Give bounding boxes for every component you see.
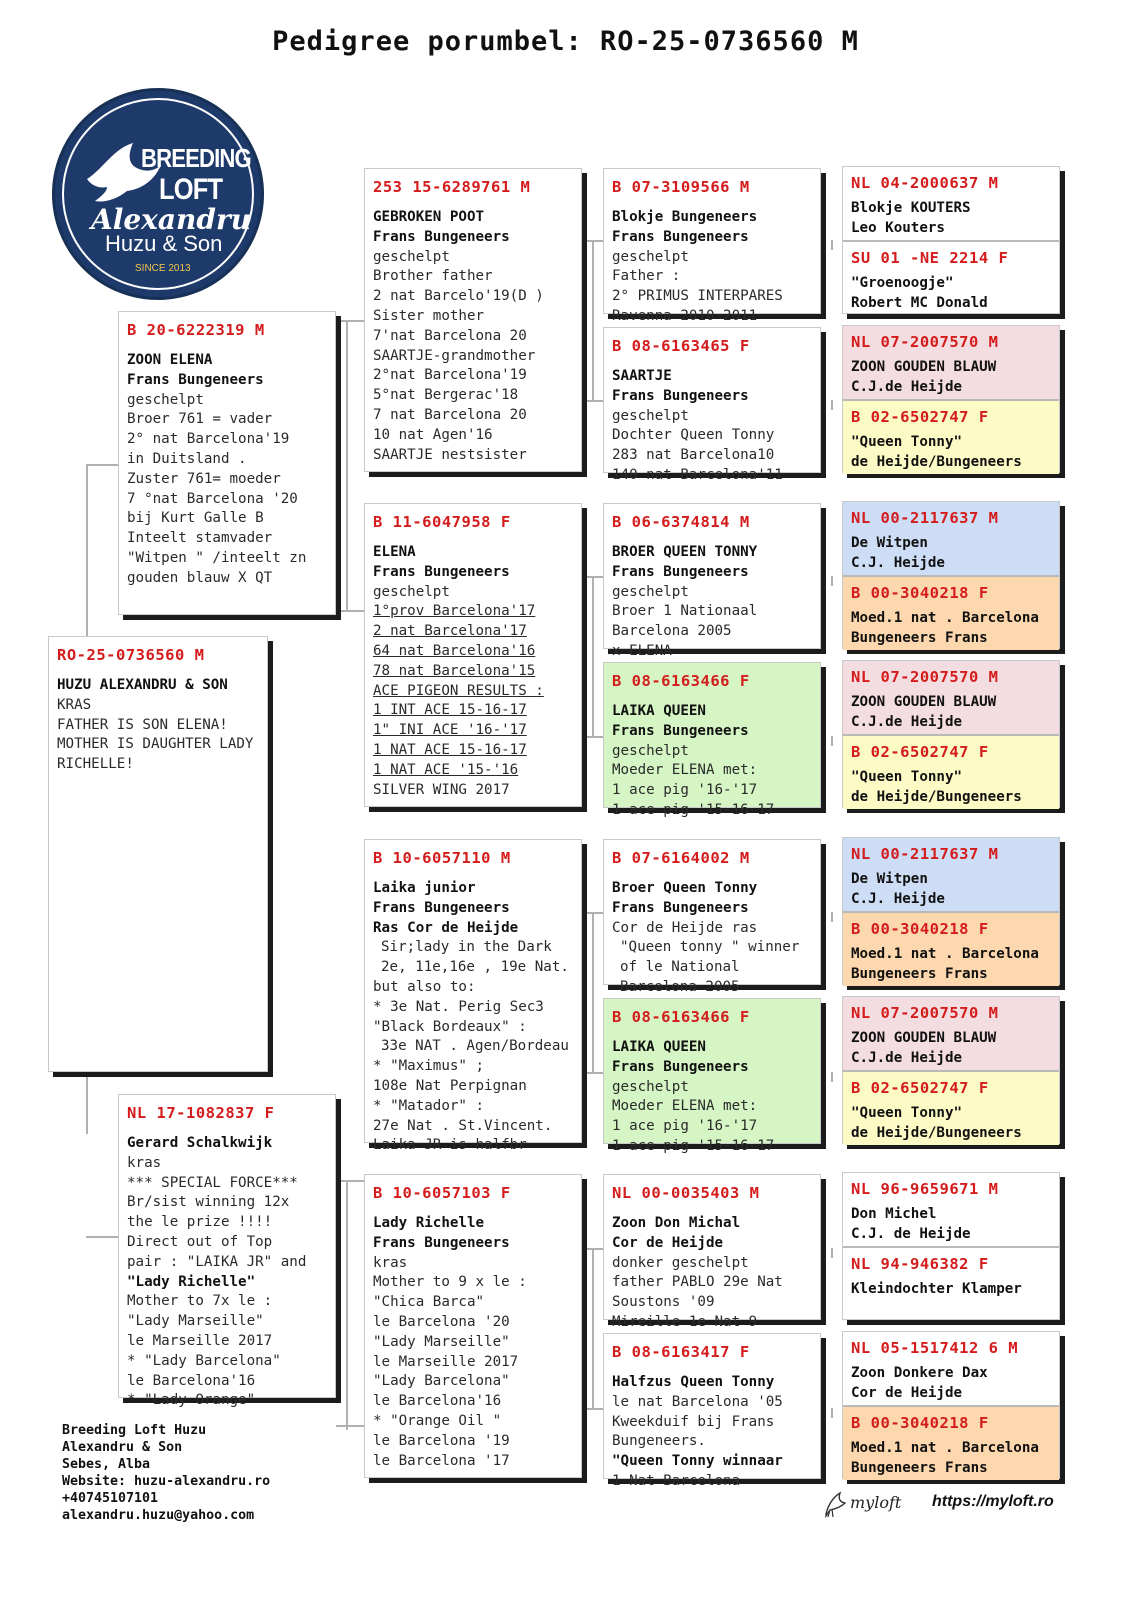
pigeon-info-line: Frans Bungeneers xyxy=(612,899,749,916)
pigeon-info-line: Zoon Donkere Dax xyxy=(851,1365,988,1381)
breeding-loft-logo xyxy=(52,88,264,300)
pigeon-card-main[interactable] xyxy=(48,636,268,1072)
pigeon-info-line: "Queen tonny " winner xyxy=(620,939,800,956)
pedigree-connector xyxy=(582,576,603,578)
pigeon-info-line: geschelpt xyxy=(612,583,689,600)
ring-number: B 20-6222319 M xyxy=(127,321,265,339)
pigeon-info-line: ZOON ELENA xyxy=(127,352,213,368)
pigeon-card-sire-sire[interactable] xyxy=(364,168,582,472)
pigeon-card-dam-section[interactable] xyxy=(843,575,1059,650)
pigeon-info-line: C.J. Heijde xyxy=(851,890,945,907)
ring-number: B 10-6057110 M xyxy=(373,849,511,867)
pigeon-info-line: le Marseille 2017 xyxy=(127,1332,273,1349)
pigeon-info-line: Kweekduif bij Frans xyxy=(612,1413,775,1430)
pigeon-info-line: geschelpt xyxy=(612,742,689,759)
ring-number: NL 07-2007570 M xyxy=(851,333,999,351)
myloft-brand[interactable] xyxy=(822,1490,1062,1520)
pigeon-info-line: Frans Bungeneers xyxy=(612,722,749,739)
contact-footer xyxy=(62,1422,270,1524)
pigeon-info-line: Leo Kouters xyxy=(851,219,945,236)
pigeon-info-line: Moed.1 nat . Barcelona xyxy=(851,610,1039,626)
pigeon-card-dam-section[interactable] xyxy=(843,911,1059,986)
pedigree-connector xyxy=(582,240,603,242)
pigeon-card-dam-section[interactable] xyxy=(843,240,1059,315)
footer-line: Alexandru & Son xyxy=(62,1440,183,1455)
pedigree-connector xyxy=(831,1408,833,1418)
ring-number: NL 17-1082837 F xyxy=(127,1104,275,1122)
pigeon-info-line: C.J.de Heijde xyxy=(851,713,963,730)
ring-number: 253 15-6289761 M xyxy=(373,178,531,196)
ring-number: B 08-6163466 F xyxy=(612,1008,750,1026)
pigeon-card-dam-section[interactable] xyxy=(843,734,1059,809)
pigeon-info-line: le nat Barcelona '05 xyxy=(612,1393,783,1410)
pigeon-card-sire-section[interactable] xyxy=(843,1173,1059,1246)
pigeon-info-line: 2° nat Barcelona'19 xyxy=(127,431,290,448)
pedigree-connector xyxy=(582,1408,603,1410)
pedigree-connector xyxy=(336,320,364,322)
pigeon-info-line: 2 nat Barcelona'17 xyxy=(373,623,527,640)
pigeon-info-line: Barcelona 2005 xyxy=(620,978,740,995)
ring-number: B 02-6502747 F xyxy=(851,743,989,761)
pigeon-info-line: LAIKA QUEEN xyxy=(612,703,706,719)
pigeon-info-line: 283 nat Barcelona10 xyxy=(612,447,775,464)
pedigree-connector xyxy=(582,912,603,914)
ring-number: NL 05-1517412 6 M xyxy=(851,1339,1019,1357)
pedigree-connector xyxy=(831,576,833,586)
pigeon-info-line: SILVER WING 2017 xyxy=(373,781,510,798)
pigeon-info-line: 1 ace pig '16-'17 xyxy=(612,1118,758,1135)
pigeon-info-line: 108e Nat Perpignan xyxy=(373,1077,527,1094)
pigeon-info-line: Broer 1 Nationaal xyxy=(612,603,758,620)
ring-number: B 08-6163465 F xyxy=(612,337,750,355)
pigeon-info-line: 7 °nat Barcelona '20 xyxy=(127,490,298,507)
pigeon-info-line: 7 nat Barcelona 20 xyxy=(373,406,527,423)
footer-line: Breeding Loft Huzu xyxy=(62,1423,207,1438)
pigeon-info-line: 1" INI ACE '16-'17 xyxy=(373,722,527,739)
pigeon-info-line: Blokje KOUTERS xyxy=(851,200,971,216)
logo-text-since: SINCE 2013 xyxy=(135,263,191,274)
pigeon-info-line: Brother father xyxy=(373,268,493,285)
pigeon-info-line: geschelpt xyxy=(612,407,689,424)
pigeon-card-sire-section[interactable] xyxy=(843,838,1059,911)
pedigree-connector xyxy=(346,320,348,610)
pigeon-info-line: Zuster 761= moeder xyxy=(127,470,281,487)
pigeon-info-line: Frans Bungeneers xyxy=(612,387,749,404)
pigeon-info-line: 2 nat Barcelo'19(D ) xyxy=(373,288,544,305)
pigeon-info-line: "Chica Barca" xyxy=(373,1294,485,1311)
pigeon-card-dam-section[interactable] xyxy=(843,1405,1059,1480)
pigeon-info-line: 1 NAT ACE 15-16-17 xyxy=(373,741,527,758)
pedigree-connector xyxy=(336,610,364,612)
pigeon-info-line: Bungeneers. xyxy=(612,1433,706,1450)
pigeon-info-line: Bungeneers Frans xyxy=(851,965,988,982)
pigeon-info-line: Kleindochter Klamper xyxy=(851,1281,1022,1297)
pigeon-info-line: "Queen Tonny" xyxy=(851,769,963,785)
ring-number: B 08-6163466 F xyxy=(612,672,750,690)
pigeon-info-line: of le National xyxy=(620,959,740,976)
pedigree-connector xyxy=(346,1180,348,1430)
pigeon-info-line: de Heijde/Bungeneers xyxy=(851,453,1022,470)
pigeon-info-line: kras xyxy=(373,1254,408,1271)
pigeon-info-line: "Lady Richelle" xyxy=(127,1273,256,1290)
pigeon-info-line: Sister mother xyxy=(373,307,485,324)
logo-text-loft: LOFT xyxy=(159,173,223,206)
pigeon-info-line: 1 NAT ACE '15-'16 xyxy=(373,761,519,778)
ring-number: NL 00-2117637 M xyxy=(851,845,999,863)
pedigree-connector xyxy=(582,736,603,738)
pigeon-info-line: Mother to 7x le : xyxy=(127,1293,273,1310)
pigeon-info-line: ZOON GOUDEN BLAUW xyxy=(851,1030,997,1046)
pigeon-info-line: Frans Bungeneers xyxy=(612,563,749,580)
pigeon-info-line: geschelpt xyxy=(127,391,204,408)
pigeon-info-line: * "Lady Barcelona" xyxy=(127,1352,281,1369)
logo-text-alexandru: Alexandru xyxy=(91,203,252,236)
pigeon-info-line: Cor de Heijde xyxy=(612,1234,724,1251)
pigeon-info-line: * "Maximus" ; xyxy=(373,1058,485,1075)
pigeon-info-line: Broer 761 = vader xyxy=(127,411,273,428)
pigeon-info-line: De Witpen xyxy=(851,535,928,551)
pigeon-info-line: Cor de Heijde xyxy=(851,1384,963,1401)
ring-number: B 02-6502747 F xyxy=(851,1079,989,1097)
pedigree-connector xyxy=(592,576,594,736)
pigeon-info-line: 7'nat Barcelona 20 xyxy=(373,327,527,344)
ring-number: B 02-6502747 F xyxy=(851,408,989,426)
pedigree-connector xyxy=(336,1425,364,1427)
pigeon-info-line: * "Lady Orange" xyxy=(127,1392,256,1409)
pigeon-info-line: 27e Nat . St.Vincent. xyxy=(373,1117,553,1134)
pigeon-info-line: Moeder ELENA met: xyxy=(612,762,758,779)
pigeon-info-line: Blokje Bungeneers xyxy=(612,209,758,225)
page-title: Pedigree porumbel: RO-25-0736560 M xyxy=(272,26,859,57)
pigeon-info-line: C.J. de Heijde xyxy=(851,1225,971,1242)
pigeon-info-line: geschelpt xyxy=(373,583,450,600)
pedigree-connector xyxy=(86,464,118,466)
pigeon-info-line: le Barcelona'16 xyxy=(373,1393,502,1410)
pigeon-card-gen5-6[interactable] xyxy=(842,996,1060,1144)
pigeon-info-line: in Duitsland . xyxy=(127,450,247,467)
ring-number: B 10-6057103 F xyxy=(373,1184,511,1202)
pigeon-info-line: GEBROKEN POOT xyxy=(373,209,485,225)
pigeon-info-line: * 3e Nat. Perig Sec3 xyxy=(373,998,544,1015)
pigeon-info-line: "Lady Barcelona" xyxy=(373,1373,510,1390)
pigeon-info-line: Dochter Queen Tonny xyxy=(612,427,775,444)
pigeon-card-dam-sire[interactable] xyxy=(364,839,582,1154)
pigeon-info-line: 33e NAT . Agen/Bordeau xyxy=(381,1038,569,1055)
pigeon-info-line: geschelpt xyxy=(373,248,450,265)
pedigree-connector xyxy=(86,1236,118,1238)
pigeon-card-gen4-5[interactable] xyxy=(603,839,821,995)
pigeon-info-line: SAARTJE xyxy=(612,368,672,384)
pigeon-info-line: Frans Bungeneers xyxy=(373,899,510,916)
pigeon-card-gen5-3[interactable] xyxy=(842,501,1060,649)
pedigree-connector xyxy=(582,1072,603,1074)
ring-number: NL 00-0035403 M xyxy=(612,1184,760,1202)
pigeon-card-gen4-3[interactable] xyxy=(603,503,821,659)
ring-number: B 07-3109566 M xyxy=(612,178,750,196)
pigeon-info-line: Frans Bungeneers xyxy=(612,1058,749,1075)
footer-email[interactable]: alexandru.huzu@yahoo.com xyxy=(62,1508,255,1523)
pigeon-info-line: Lady Richelle xyxy=(373,1215,485,1231)
pedigree-connector xyxy=(86,1104,88,1134)
logo-text-huzu-son: Huzu & Son xyxy=(105,231,223,256)
pigeon-info-line: le Barcelona '17 xyxy=(373,1452,510,1469)
pigeon-info-line: 1 ace pig '16-'17 xyxy=(612,782,758,799)
pigeon-card-sire-section[interactable] xyxy=(843,326,1059,399)
pigeon-card-gen5-5[interactable] xyxy=(842,837,1060,985)
pigeon-info-line: pair : "LAIKA JR" and xyxy=(127,1253,307,1270)
pigeon-info-line: SAARTJE-grandmother xyxy=(373,347,536,364)
pedigree-connector xyxy=(336,1180,364,1182)
pigeon-card-gen5-8[interactable] xyxy=(842,1331,1060,1479)
pigeon-card-sire-section[interactable] xyxy=(843,661,1059,734)
pigeon-card-gen5-7[interactable] xyxy=(842,1172,1060,1320)
pigeon-info-line: bij Kurt Galle B xyxy=(127,510,264,527)
pigeon-info-line: le Marseille 2017 xyxy=(373,1353,519,1370)
pigeon-info-line: x ELENA xyxy=(612,642,672,659)
pigeon-info-line: Sir;lady in the Dark xyxy=(381,939,552,956)
ring-number: NL 96-9659671 M xyxy=(851,1180,999,1198)
ring-number: NL 94-946382 F xyxy=(851,1255,989,1273)
pigeon-info-line: 1°prov Barcelona'17 xyxy=(373,603,536,620)
ring-number: NL 00-2117637 M xyxy=(851,509,999,527)
pigeon-card-dam[interactable] xyxy=(118,1094,336,1409)
pigeon-card-dam-dam[interactable] xyxy=(364,1174,582,1478)
pigeon-info-line: le Barcelona'16 xyxy=(127,1372,256,1389)
pigeon-card-gen5-4[interactable] xyxy=(842,660,1060,808)
pigeon-info-line: LAIKA QUEEN xyxy=(612,1039,706,1055)
pigeon-info-line: 1 ace pig '15-16-17 xyxy=(612,801,775,818)
pigeon-info-line: ZOON GOUDEN BLAUW xyxy=(851,359,997,375)
pigeon-info-line: Ravenna 2010-2011 xyxy=(612,307,758,324)
pigeon-info-line: Laika JR is halfbr xyxy=(373,1137,527,1154)
pigeon-card-sire-section[interactable] xyxy=(843,997,1059,1070)
pigeon-info-line: "Lady Marseille" xyxy=(127,1313,264,1330)
myloft-name: myloft xyxy=(850,1493,902,1512)
pigeon-info-line: 2° PRIMUS INTERPARES xyxy=(612,288,783,305)
ring-number: B 00-3040218 F xyxy=(851,1414,989,1432)
pigeon-info-line: Mother to 9 x le : xyxy=(373,1274,527,1291)
pigeon-info-line: Father : xyxy=(612,268,681,285)
pigeon-info-line: "Queen Tonny winnaar xyxy=(612,1453,783,1470)
ring-number: RO-25-0736560 M xyxy=(57,646,205,664)
pigeon-card-gen5-2[interactable] xyxy=(842,325,1060,473)
pigeon-info-line: de Heijde/Bungeneers xyxy=(851,1124,1022,1141)
pigeon-info-line: Bungeneers Frans xyxy=(851,1459,988,1476)
logo-text-breeding: BREEDING xyxy=(141,143,251,173)
pigeon-card-gen4-6[interactable] xyxy=(603,998,821,1154)
pigeon-info-line: C.J. Heijde xyxy=(851,554,945,571)
pigeon-card-gen4-7[interactable] xyxy=(603,1174,821,1330)
pigeon-info-line: Zoon Don Michal xyxy=(612,1215,741,1231)
pigeon-info-line: De Witpen xyxy=(851,871,928,887)
pigeon-info-line: geschelpt xyxy=(612,248,689,265)
pigeon-info-line: SAARTJE nestsister xyxy=(373,446,527,463)
pigeon-info-line: RICHELLE! xyxy=(57,756,134,773)
pigeon-card-sire-section[interactable] xyxy=(843,502,1059,575)
pigeon-info-line: 10 nat Agen'16 xyxy=(373,426,493,443)
pedigree-connector xyxy=(831,912,833,922)
pigeon-info-line: Moed.1 nat . Barcelona xyxy=(851,946,1039,962)
pigeon-info-line: BROER QUEEN TONNY xyxy=(612,544,758,560)
pigeon-info-line: Ras Cor de Heijde xyxy=(373,919,519,936)
ring-number: B 08-6163417 F xyxy=(612,1343,750,1361)
pigeon-info-line: Gerard Schalkwijk xyxy=(127,1135,273,1151)
pigeon-card-sire-section[interactable] xyxy=(843,167,1059,240)
pedigree-connector xyxy=(831,400,833,410)
pigeon-card-sire-section[interactable] xyxy=(843,1332,1059,1405)
pigeon-info-line: 1 Nat Barcelona xyxy=(612,1472,741,1489)
pedigree-connector xyxy=(831,1248,833,1258)
ring-number: B 11-6047958 F xyxy=(373,513,511,531)
pigeon-info-line: 140 nat Barcelona'11 xyxy=(612,466,783,483)
footer-website[interactable]: Website: huzu-alexandru.ro xyxy=(62,1474,271,1489)
pigeon-info-line: Barcelona 2005 xyxy=(612,623,732,640)
pigeon-info-line: "Witpen " /inteelt zn xyxy=(127,549,307,566)
pigeon-info-line: "Lady Marseille" xyxy=(373,1333,510,1350)
pigeon-card-sire[interactable] xyxy=(118,311,336,615)
pigeon-info-line: HUZU ALEXANDRU & SON xyxy=(57,677,228,693)
pedigree-connector xyxy=(831,1072,833,1082)
pigeon-info-line: kras xyxy=(127,1154,162,1171)
pigeon-info-line: Soustons '09 xyxy=(612,1294,715,1311)
pedigree-connector xyxy=(831,240,833,250)
pigeon-card-gen4-1[interactable] xyxy=(603,168,821,324)
pigeon-info-line: Mireille 1e Nat 9 xyxy=(612,1313,758,1330)
pigeon-info-line: Laika junior xyxy=(373,880,476,896)
pigeon-info-line: the le prize !!!! xyxy=(127,1214,273,1231)
pigeon-info-line: Direct out of Top xyxy=(127,1233,273,1250)
pigeon-card-gen4-2[interactable] xyxy=(603,327,821,483)
pigeon-info-line: 2e, 11e,16e , 19e Nat. xyxy=(381,959,569,976)
pedigree-connector xyxy=(592,240,594,400)
pigeon-info-line: "Black Bordeaux" : xyxy=(373,1018,527,1035)
pedigree-connector xyxy=(592,912,594,1072)
pigeon-info-line: Frans Bungeneers xyxy=(373,1234,510,1251)
pigeon-info-line: 2°nat Barcelona'19 xyxy=(373,367,527,384)
pigeon-info-line: Don Michel xyxy=(851,1206,937,1222)
pigeon-info-line: C.J.de Heijde xyxy=(851,1049,963,1066)
pigeon-info-line: "Queen Tonny" xyxy=(851,1105,963,1121)
ring-number: B 06-6374814 M xyxy=(612,513,750,531)
pigeon-info-line: 1 INT ACE 15-16-17 xyxy=(373,702,527,719)
pigeon-info-line: * "Orange Oil " xyxy=(373,1412,502,1429)
pigeon-info-line: donker geschelpt xyxy=(612,1254,749,1271)
pigeon-info-line: ZOON GOUDEN BLAUW xyxy=(851,694,997,710)
ring-number: NL 04-2000637 M xyxy=(851,174,999,192)
pigeon-info-line: Bungeneers Frans xyxy=(851,629,988,646)
pigeon-info-line: *** SPECIAL FORCE*** xyxy=(127,1174,298,1191)
pedigree-connector xyxy=(582,1248,603,1250)
footer-phone[interactable]: +40745107101 xyxy=(62,1491,159,1506)
pigeon-info-line: Frans Bungeneers xyxy=(373,228,510,245)
footer-line: Sebes, Alba xyxy=(62,1457,151,1472)
pigeon-card-gen4-8[interactable] xyxy=(603,1333,821,1489)
pigeon-info-line: gouden blauw X QT xyxy=(127,569,273,586)
pigeon-info-line: Frans Bungeneers xyxy=(127,371,264,388)
pigeon-info-line: Frans Bungeneers xyxy=(373,563,510,580)
pigeon-info-line: de Heijde/Bungeneers xyxy=(851,788,1022,805)
pigeon-info-line: 1 ace pig '15-16-17 xyxy=(612,1137,775,1154)
ring-number: SU 01 -NE 2214 F xyxy=(851,249,1009,267)
pigeon-info-line: ELENA xyxy=(373,544,416,560)
pigeon-info-line: Moed.1 nat . Barcelona xyxy=(851,1440,1039,1456)
pigeon-info-line: but also to: xyxy=(373,978,476,995)
pedigree-connector xyxy=(831,736,833,746)
pigeon-info-line: Frans Bungeneers xyxy=(612,228,749,245)
pigeon-info-line: Inteelt stamvader xyxy=(127,530,273,547)
pigeon-info-line: FATHER IS SON ELENA! xyxy=(57,716,228,733)
ring-number: B 07-6164002 M xyxy=(612,849,750,867)
pigeon-info-line: "Queen Tonny" xyxy=(851,434,963,450)
pigeon-info-line: C.J.de Heijde xyxy=(851,378,963,395)
pigeon-info-line: Halfzus Queen Tonny xyxy=(612,1374,775,1390)
pigeon-info-line: Br/sist winning 12x xyxy=(127,1194,290,1211)
pigeon-info-line: * "Matador" : xyxy=(373,1097,485,1114)
myloft-url[interactable]: https://myloft.ro xyxy=(932,1493,1054,1510)
pigeon-info-line: father PABLO 29e Nat xyxy=(612,1274,783,1291)
pigeon-card-gen4-4[interactable] xyxy=(603,662,821,818)
pigeon-info-line: 78 nat Barcelona'15 xyxy=(373,662,536,679)
ring-number: NL 07-2007570 M xyxy=(851,1004,999,1022)
pigeon-info-line: "Groenoogje" xyxy=(851,275,954,291)
pigeon-card-gen5-1[interactable] xyxy=(842,166,1060,314)
ring-number: B 00-3040218 F xyxy=(851,584,989,602)
pigeon-card-sire-dam[interactable] xyxy=(364,503,582,807)
pigeon-info-line: le Barcelona '20 xyxy=(373,1313,510,1330)
pigeon-info-line: KRAS xyxy=(57,696,92,713)
pedigree-connector xyxy=(592,1248,594,1408)
pigeon-card-dam-section[interactable] xyxy=(843,399,1059,474)
pedigree-connector xyxy=(582,400,603,402)
pigeon-info-line: geschelpt xyxy=(612,1078,689,1095)
pigeon-info-line: MOTHER IS DAUGHTER LADY xyxy=(57,736,254,753)
pigeon-info-line: Broer Queen Tonny xyxy=(612,880,758,896)
ring-number: B 00-3040218 F xyxy=(851,920,989,938)
pigeon-info-line: ACE PIGEON RESULTS : xyxy=(373,682,544,699)
pigeon-info-line: Robert MC Donald xyxy=(851,294,988,311)
pigeon-info-line: le Barcelona '19 xyxy=(373,1432,510,1449)
pigeon-card-dam-section[interactable] xyxy=(843,1070,1059,1145)
pigeon-info-line: 64 nat Barcelona'16 xyxy=(373,642,536,659)
ring-number: NL 07-2007570 M xyxy=(851,668,999,686)
myloft-pigeon-icon xyxy=(822,1490,848,1518)
pigeon-info-line: Moeder ELENA met: xyxy=(612,1098,758,1115)
pigeon-info-line: 5°nat Bergerac'18 xyxy=(373,387,519,404)
pigeon-info-line: Cor de Heijde ras xyxy=(612,919,758,936)
pigeon-card-dam-section[interactable] xyxy=(843,1246,1059,1321)
